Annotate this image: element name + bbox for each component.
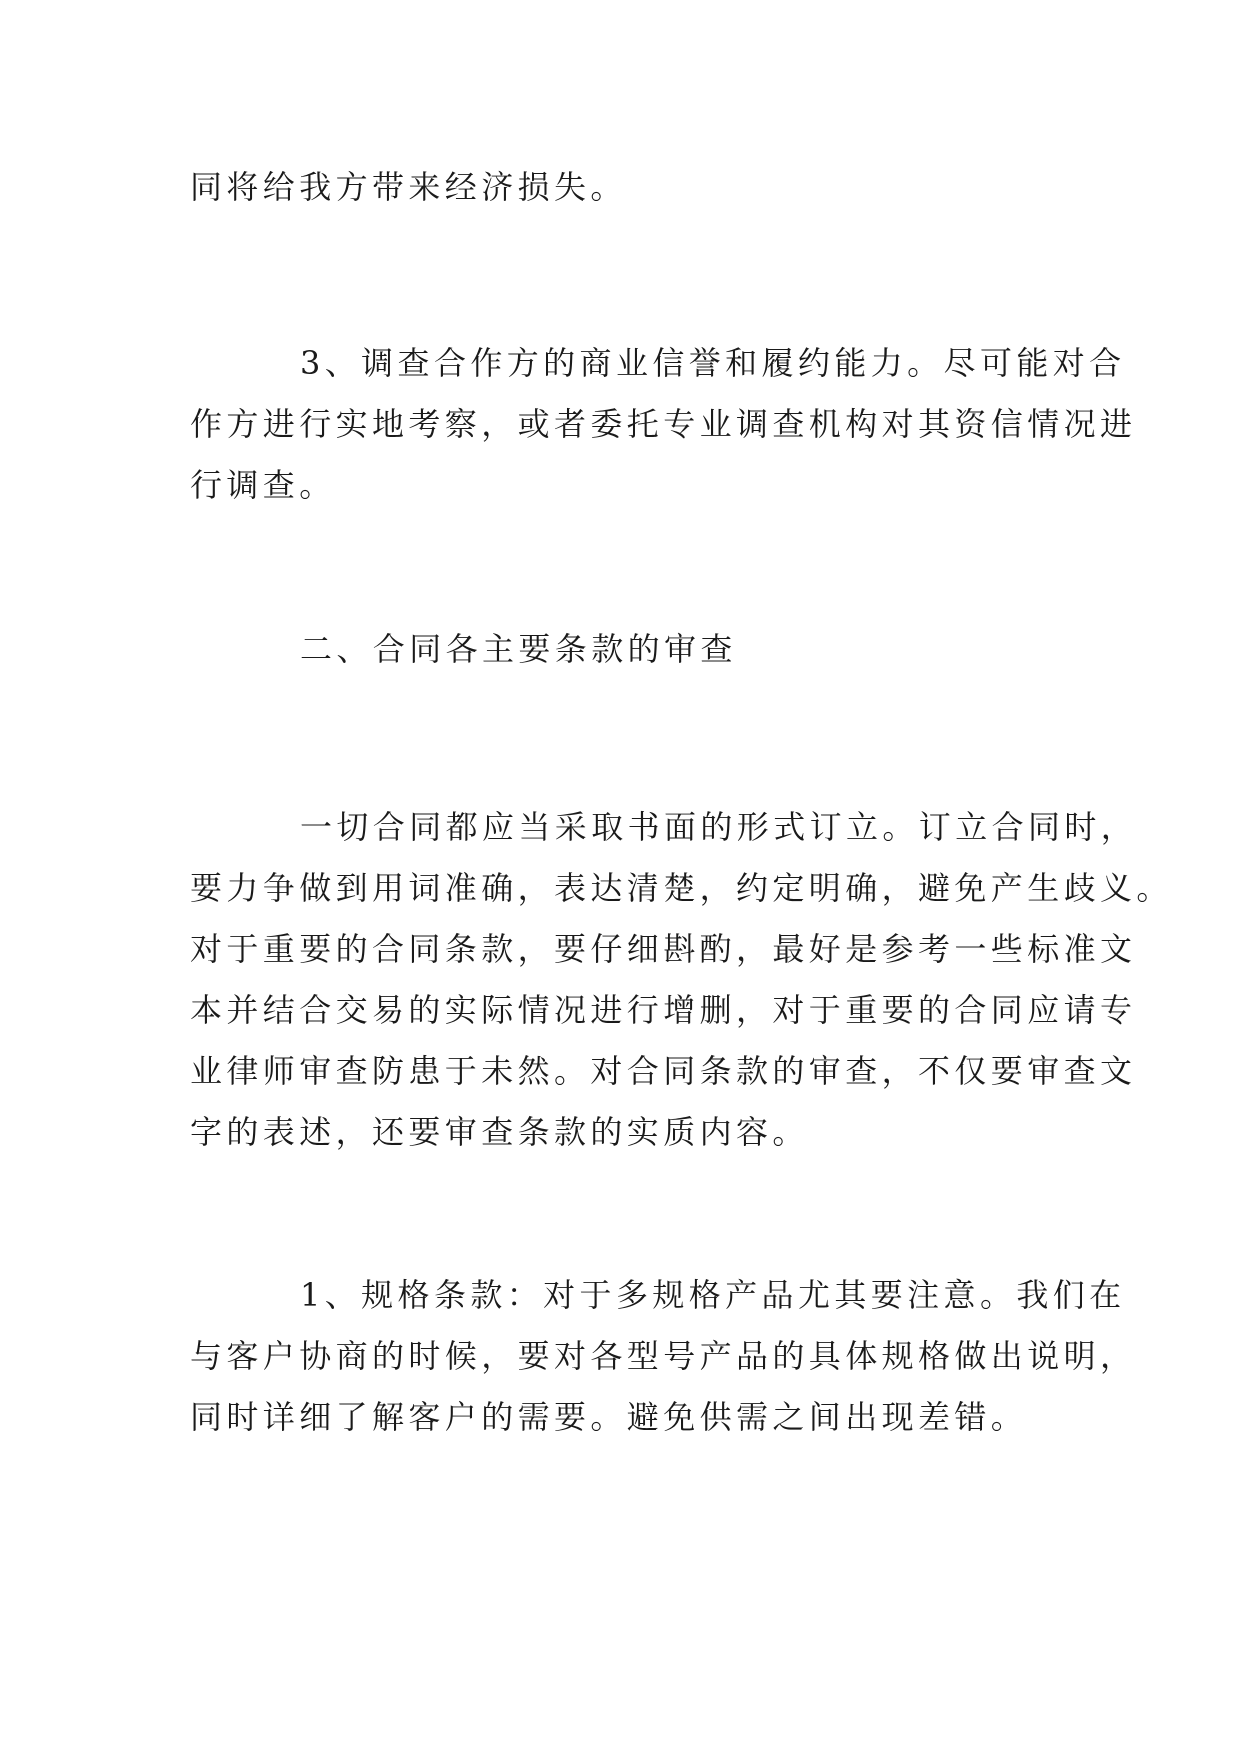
text-line: 同时详细了解客户的需要。避免供需之间出现差错。 [190,1398,1028,1436]
section-heading [190,619,1060,680]
text-line: 1、规格条款：对于多规格产品尤其要注意。我们在 [300,1276,1126,1314]
paragraph-investigate-partner [190,333,1137,516]
text-line: 作方进行实地考察，或者委托专业调查机构对其资信情况进 [190,405,1137,443]
text-line: 要力争做到用词准确，表达清楚，约定明确，避免产生歧义。 [190,869,1173,907]
paragraph-continuation [190,157,1060,218]
heading-line: 二、合同各主要条款的审查 [300,630,737,668]
text-line: 本并结合交易的实际情况进行增删，对于重要的合同应请专 [190,991,1137,1029]
text-line: 行调查。 [190,466,336,504]
text-line: 业律师审查防患于未然。对合同条款的审查，不仅要审查文 [190,1052,1137,1090]
text-line: 同将给我方带来经济损失。 [190,168,627,206]
text-line: 一切合同都应当采取书面的形式订立。订立合同时， [300,808,1138,846]
text-line: 对于重要的合同条款，要仔细斟酌，最好是参考一些标准文 [190,930,1137,968]
text-line: 字的表述，还要审查条款的实质内容。 [190,1113,809,1151]
text-line: 3、调查合作方的商业信誉和履约能力。尽可能对合 [300,344,1126,382]
paragraph-specification-clause [190,1265,1137,1448]
text-line: 与客户协商的时候，要对各型号产品的具体规格做出说明， [190,1337,1137,1375]
paragraph-contract-form [190,797,1173,1163]
